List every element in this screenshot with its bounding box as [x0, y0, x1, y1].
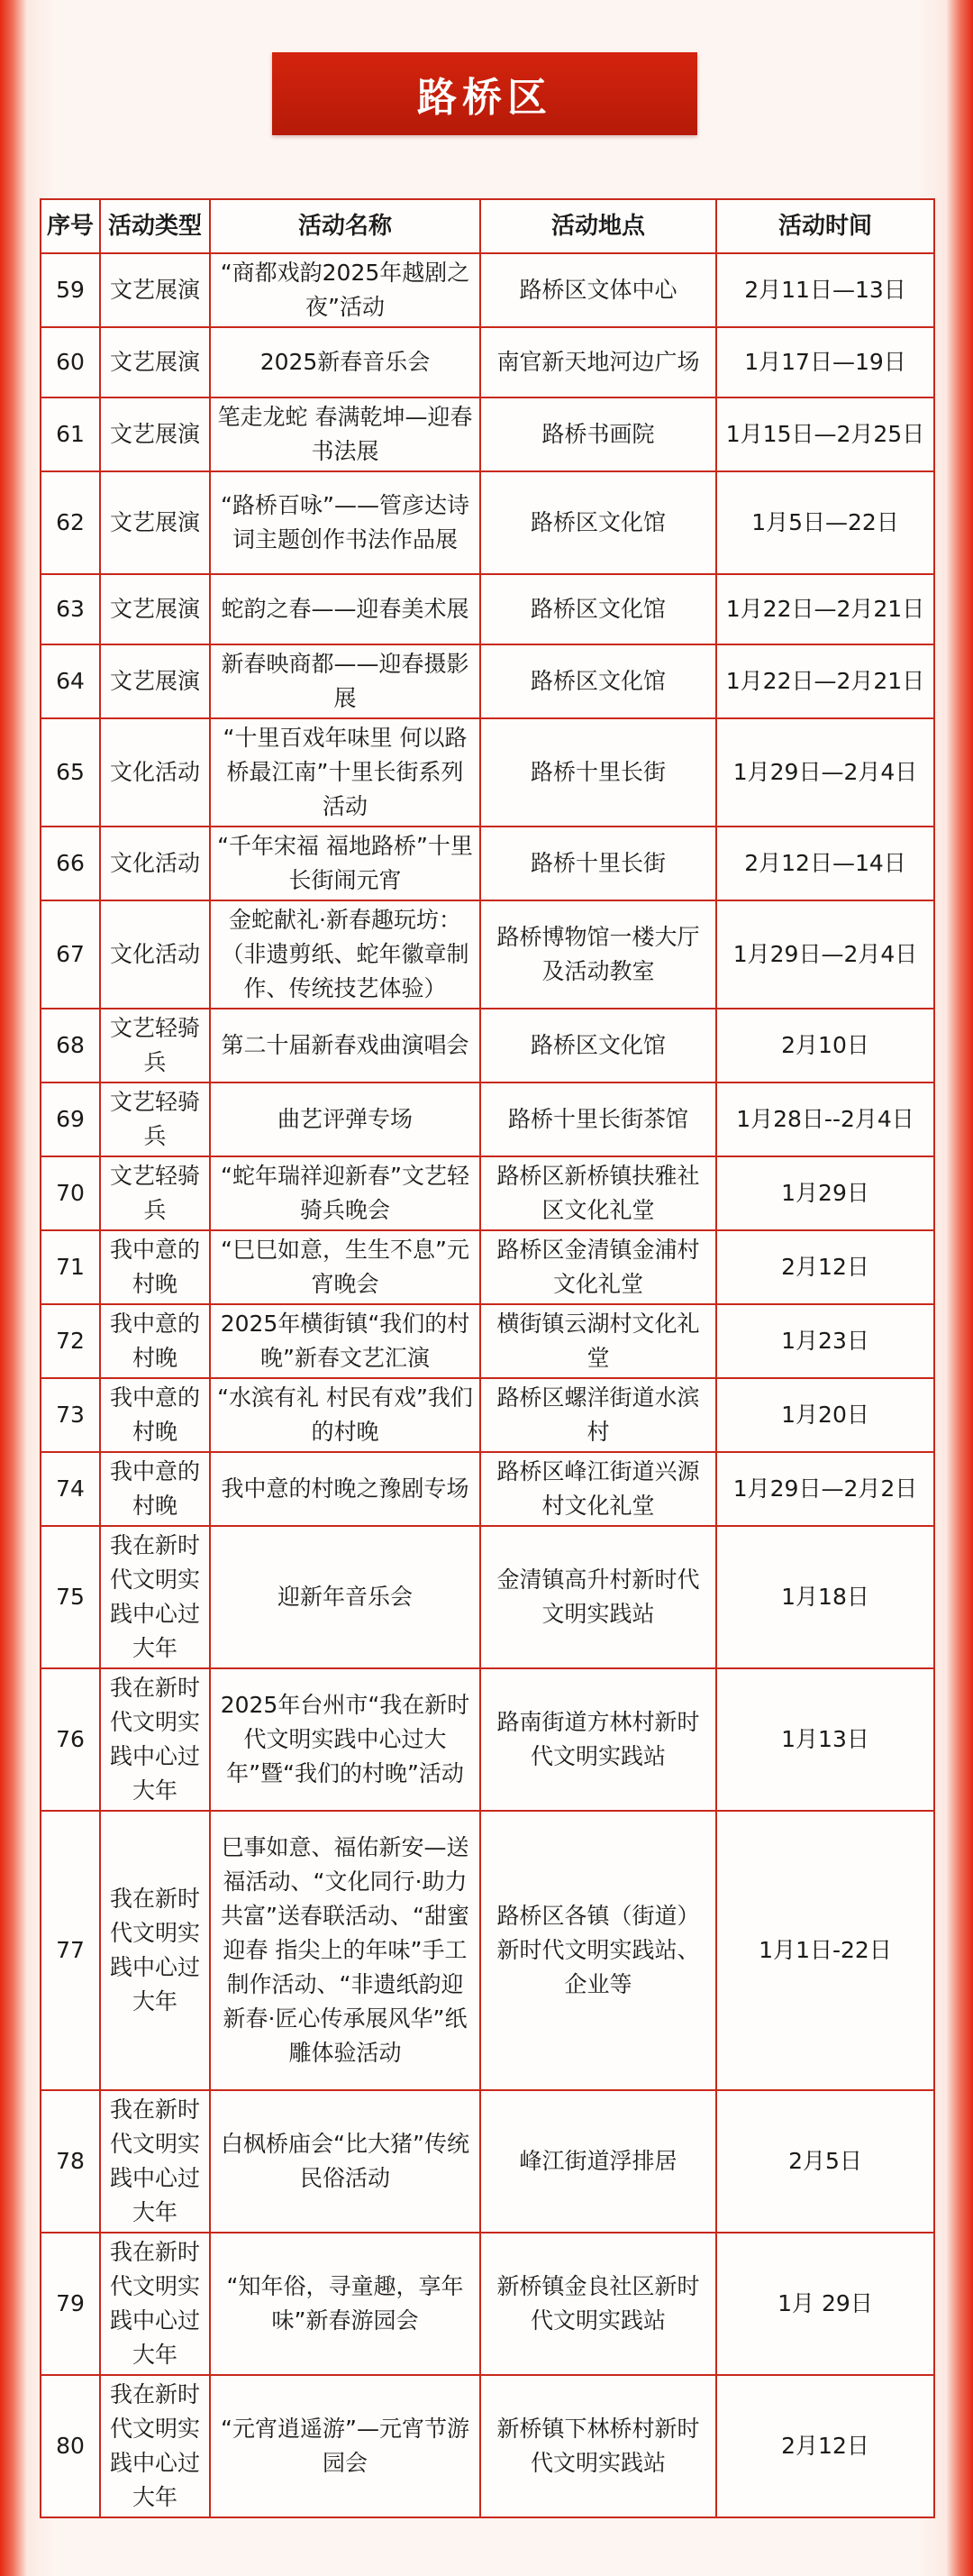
cell-name: 2025新春音乐会: [210, 327, 480, 397]
cell-type: 我中意的村晚: [100, 1304, 210, 1378]
cell-name: 巳事如意、福佑新安—送福活动、“文化同行·助力共富”送春联活动、“甜蜜迎春 指尖上的年味”手工制作活动、“非遗纸韵迎新春·匠心传承展风华”纸雕体验活动: [210, 1811, 480, 2090]
cell-time: 1月 29日: [716, 2233, 934, 2375]
cell-name: “巳巳如意，生生不息”元宵晚会: [210, 1230, 480, 1304]
header-time: 活动时间: [716, 199, 934, 253]
cell-type: 文艺轻骑兵: [100, 1082, 210, 1156]
cell-time: 1月23日: [716, 1304, 934, 1378]
cell-no: 77: [41, 1811, 100, 2090]
cell-place: 新桥镇下林桥村新时代文明实践站: [480, 2375, 716, 2517]
table-row: [41, 253, 934, 327]
cell-time: 2月12日: [716, 1230, 934, 1304]
cell-name: 我中意的村晚之豫剧专场: [210, 1452, 480, 1526]
cell-time: 2月5日: [716, 2090, 934, 2233]
district-title: 路桥区: [272, 52, 697, 135]
cell-place: 路桥区文体中心: [480, 253, 716, 327]
header-no: 序号: [41, 199, 100, 253]
header-type: 活动类型: [100, 199, 210, 253]
cell-place: 新桥镇金良社区新时代文明实践站: [480, 2233, 716, 2375]
cell-time: 1月22日—2月21日: [716, 644, 934, 718]
table-row: [41, 471, 934, 574]
table-row: [41, 1009, 934, 1082]
cell-name: 迎新年音乐会: [210, 1526, 480, 1668]
cell-place: 路桥区文化馆: [480, 644, 716, 718]
cell-name: “千年宋福 福地路桥”十里长街闹元宵: [210, 827, 480, 900]
cell-no: 78: [41, 2090, 100, 2233]
table-header-row: [41, 199, 934, 253]
cell-time: 1月20日: [716, 1378, 934, 1452]
table-row: [41, 1304, 934, 1378]
cell-type: 文艺展演: [100, 574, 210, 644]
cell-place: 路桥书画院: [480, 397, 716, 471]
cell-no: 60: [41, 327, 100, 397]
cell-name: 笔走龙蛇 春满乾坤—迎春书法展: [210, 397, 480, 471]
cell-name: 金蛇献礼·新春趣玩坊：（非遗剪纸、蛇年徽章制作、传统技艺体验）: [210, 900, 480, 1009]
cell-no: 69: [41, 1082, 100, 1156]
cell-type: 我在新时代文明实践中心过大年: [100, 2233, 210, 2375]
cell-type: 我中意的村晚: [100, 1452, 210, 1526]
cell-type: 文艺展演: [100, 397, 210, 471]
cell-name: “路桥百咏”——管彦达诗词主题创作书法作品展: [210, 471, 480, 574]
cell-place: 横街镇云湖村文化礼堂: [480, 1304, 716, 1378]
table-row: [41, 1668, 934, 1811]
table-row: [41, 1230, 934, 1304]
table-row: [41, 2233, 934, 2375]
cell-type: 我在新时代文明实践中心过大年: [100, 1811, 210, 2090]
table-row: [41, 827, 934, 900]
table-row: [41, 2375, 934, 2517]
cell-place: 路桥区新桥镇扶雅社区文化礼堂: [480, 1156, 716, 1230]
cell-name: 白枫桥庙会“比大猪”传统民俗活动: [210, 2090, 480, 2233]
cell-no: 73: [41, 1378, 100, 1452]
cell-name: “商都戏韵2025年越剧之夜”活动: [210, 253, 480, 327]
cell-place: 南官新天地河边广场: [480, 327, 716, 397]
cell-no: 79: [41, 2233, 100, 2375]
cell-name: “元宵逍遥游”—元宵节游园会: [210, 2375, 480, 2517]
cell-name: 新春映商都——迎春摄影展: [210, 644, 480, 718]
table-row: [41, 1156, 934, 1230]
table-row: [41, 2090, 934, 2233]
cell-type: 我中意的村晚: [100, 1378, 210, 1452]
cell-no: 64: [41, 644, 100, 718]
cell-no: 68: [41, 1009, 100, 1082]
cell-type: 文艺展演: [100, 253, 210, 327]
header-place: 活动地点: [480, 199, 716, 253]
header-name: 活动名称: [210, 199, 480, 253]
cell-type: 文艺展演: [100, 644, 210, 718]
cell-no: 67: [41, 900, 100, 1009]
cell-no: 59: [41, 253, 100, 327]
cell-time: 1月29日—2月2日: [716, 1452, 934, 1526]
cell-no: 70: [41, 1156, 100, 1230]
cell-type: 文艺展演: [100, 327, 210, 397]
cell-no: 62: [41, 471, 100, 574]
cell-no: 72: [41, 1304, 100, 1378]
cell-time: 2月10日: [716, 1009, 934, 1082]
cell-name: 2025年台州市“我在新时代文明实践中心过大年”暨“我们的村晚”活动: [210, 1668, 480, 1811]
cell-time: 2月11日—13日: [716, 253, 934, 327]
cell-no: 65: [41, 718, 100, 827]
table-row: [41, 397, 934, 471]
table-row: [41, 1811, 934, 2090]
cell-name: 第二十届新春戏曲演唱会: [210, 1009, 480, 1082]
cell-no: 71: [41, 1230, 100, 1304]
cell-place: 路桥区文化馆: [480, 1009, 716, 1082]
cell-time: 1月29日—2月4日: [716, 718, 934, 827]
cell-time: 1月13日: [716, 1668, 934, 1811]
table-row: [41, 574, 934, 644]
cell-time: 1月29日: [716, 1156, 934, 1230]
cell-place: 路桥十里长街茶馆: [480, 1082, 716, 1156]
cell-place: 路桥博物馆一楼大厅及活动教室: [480, 900, 716, 1009]
cell-place: 路桥十里长街: [480, 827, 716, 900]
cell-type: 我在新时代文明实践中心过大年: [100, 2375, 210, 2517]
cell-type: 文化活动: [100, 827, 210, 900]
table-row: [41, 644, 934, 718]
cell-name: 2025年横街镇“我们的村晚”新春文艺汇演: [210, 1304, 480, 1378]
cell-type: 文化活动: [100, 900, 210, 1009]
cell-place: 路南街道方林村新时代文明实践站: [480, 1668, 716, 1811]
cell-name: “知年俗，寻童趣，享年味”新春游园会: [210, 2233, 480, 2375]
cell-name: “蛇年瑞祥迎新春”文艺轻骑兵晚会: [210, 1156, 480, 1230]
table-row: [41, 1452, 934, 1526]
cell-place: 路桥区峰江街道兴源村文化礼堂: [480, 1452, 716, 1526]
cell-time: 1月28日--2月4日: [716, 1082, 934, 1156]
cell-name: 曲艺评弹专场: [210, 1082, 480, 1156]
cell-time: 1月22日—2月21日: [716, 574, 934, 644]
cell-no: 76: [41, 1668, 100, 1811]
cell-name: “十里百戏年味里 何以路桥最江南”十里长街系列活动: [210, 718, 480, 827]
cell-type: 我中意的村晚: [100, 1230, 210, 1304]
table-row: [41, 1378, 934, 1452]
cell-place: 路桥区螺洋街道水滨村: [480, 1378, 716, 1452]
cell-time: 1月1日-22日: [716, 1811, 934, 2090]
cell-no: 75: [41, 1526, 100, 1668]
cell-place: 路桥区各镇（街道）新时代文明实践站、企业等: [480, 1811, 716, 2090]
cell-type: 文艺轻骑兵: [100, 1009, 210, 1082]
cell-name: “水滨有礼 村民有戏”我们的村晚: [210, 1378, 480, 1452]
cell-time: 1月29日—2月4日: [716, 900, 934, 1009]
cell-time: 1月5日—22日: [716, 471, 934, 574]
cell-no: 61: [41, 397, 100, 471]
table-row: [41, 1526, 934, 1668]
cell-type: 我在新时代文明实践中心过大年: [100, 1668, 210, 1811]
cell-type: 文艺轻骑兵: [100, 1156, 210, 1230]
cell-name: 蛇韵之春——迎春美术展: [210, 574, 480, 644]
cell-place: 路桥区文化馆: [480, 471, 716, 574]
events-table: [40, 198, 935, 2518]
table-row: [41, 327, 934, 397]
cell-time: 2月12日: [716, 2375, 934, 2517]
cell-type: 文化活动: [100, 718, 210, 827]
cell-place: 路桥区文化馆: [480, 574, 716, 644]
cell-time: 2月12日—14日: [716, 827, 934, 900]
cell-time: 1月18日: [716, 1526, 934, 1668]
cell-place: 路桥十里长街: [480, 718, 716, 827]
cell-type: 我在新时代文明实践中心过大年: [100, 1526, 210, 1668]
table-row: [41, 900, 934, 1009]
cell-time: 1月15日—2月25日: [716, 397, 934, 471]
cell-place: 峰江街道浮排居: [480, 2090, 716, 2233]
table-row: [41, 1082, 934, 1156]
cell-type: 文艺展演: [100, 471, 210, 574]
cell-no: 74: [41, 1452, 100, 1526]
cell-no: 63: [41, 574, 100, 644]
cell-place: 路桥区金清镇金浦村文化礼堂: [480, 1230, 716, 1304]
cell-no: 66: [41, 827, 100, 900]
cell-type: 我在新时代文明实践中心过大年: [100, 2090, 210, 2233]
cell-place: 金清镇高升村新时代文明实践站: [480, 1526, 716, 1668]
cell-time: 1月17日—19日: [716, 327, 934, 397]
cell-no: 80: [41, 2375, 100, 2517]
table-row: [41, 718, 934, 827]
